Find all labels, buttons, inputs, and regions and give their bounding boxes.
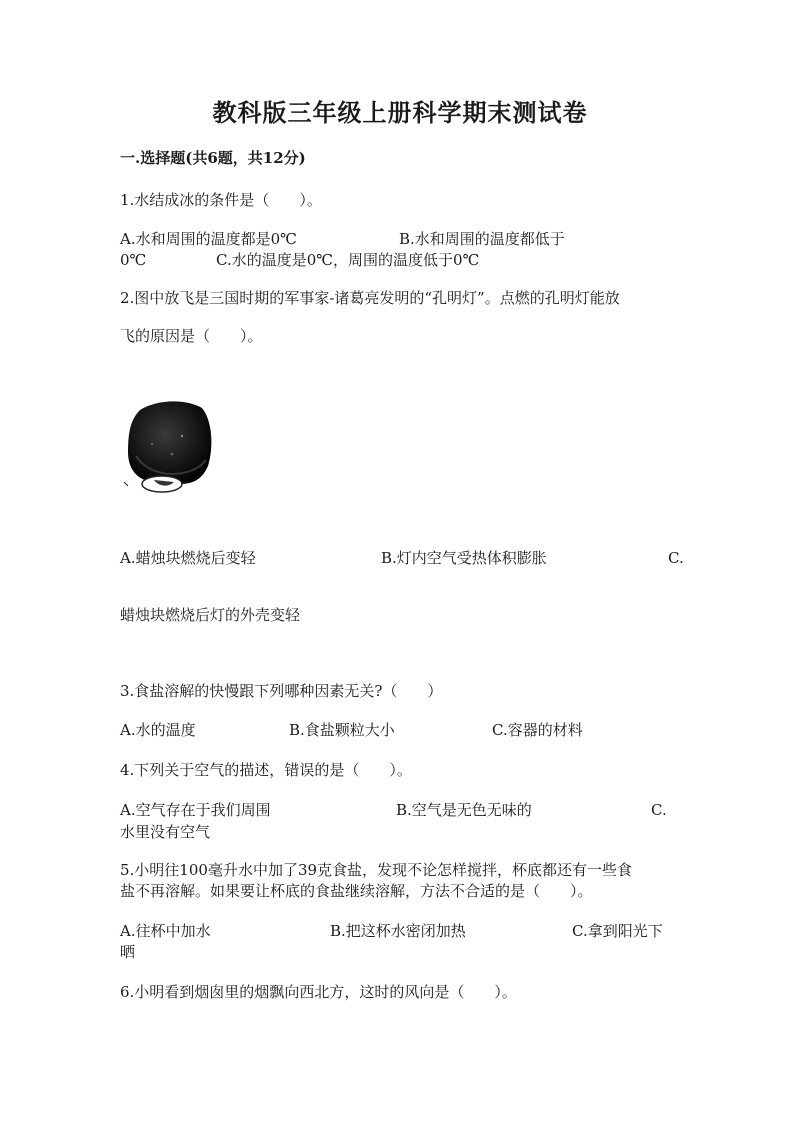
- kongming-lantern-image: [122, 396, 214, 500]
- question-stem-line-1: 2.图中放飞是三国时期的军事家-诸葛亮发明的“孔明灯”。点燃的孔明灯能放: [120, 289, 620, 307]
- option-b-continued: 0℃: [120, 251, 147, 269]
- option-a: A.水和周围的温度都是0℃: [120, 230, 297, 248]
- option-a: A.空气存在于我们周围: [120, 801, 271, 819]
- question-stem: 3.食盐溶解的快慢跟下列哪种因素无关?（ ）: [120, 682, 443, 700]
- question-stem: 1.水结成冰的条件是（ ）。: [120, 191, 322, 209]
- option-a: A.蜡烛块燃烧后变轻: [120, 549, 256, 567]
- option-c-continued: 蜡烛块燃烧后灯的外壳变轻: [120, 606, 301, 624]
- option-b: B.食盐颗粒大小: [289, 721, 395, 739]
- question-stem-line-2: 飞的原因是（ ）。: [120, 327, 263, 345]
- option-c: C.水的温度是0℃，周围的温度低于0℃: [216, 251, 480, 269]
- option-c: C.容器的材料: [492, 721, 583, 739]
- option-b: B.灯内空气受热体积膨胀: [381, 549, 547, 567]
- question-stem: 4.下列关于空气的描述，错误的是（ ）。: [120, 761, 412, 779]
- option-c: C.: [651, 801, 667, 819]
- option-c-continued: 水里没有空气: [120, 823, 211, 841]
- option-c: C.: [668, 549, 684, 567]
- section-heading: 一.选择题(共6题，共12分): [120, 149, 306, 167]
- option-a: A.往杯中加水: [120, 922, 211, 940]
- option-a: A.水的温度: [120, 721, 196, 739]
- option-b: B.水和周围的温度都低于: [399, 230, 565, 248]
- question-stem-line-2: 盐不再溶解。如果要让杯底的食盐继续溶解，方法不合适的是（ ）。: [120, 882, 593, 900]
- option-c: C.拿到阳光下: [572, 922, 663, 940]
- option-b: B.空气是无色无味的: [396, 801, 532, 819]
- option-c-continued: 晒: [120, 943, 136, 961]
- option-b: B.把这杯水密闭加热: [330, 922, 466, 940]
- question-stem: 6.小明看到烟囱里的烟飘向西北方，这时的风向是（ ）。: [120, 983, 517, 1001]
- page-title: 教科版三年级上册科学期末测试卷: [212, 98, 588, 127]
- question-stem-line-1: 5.小明往100毫升水中加了39克食盐，发现不论怎样搅拌，杯底都还有一些食: [120, 861, 633, 879]
